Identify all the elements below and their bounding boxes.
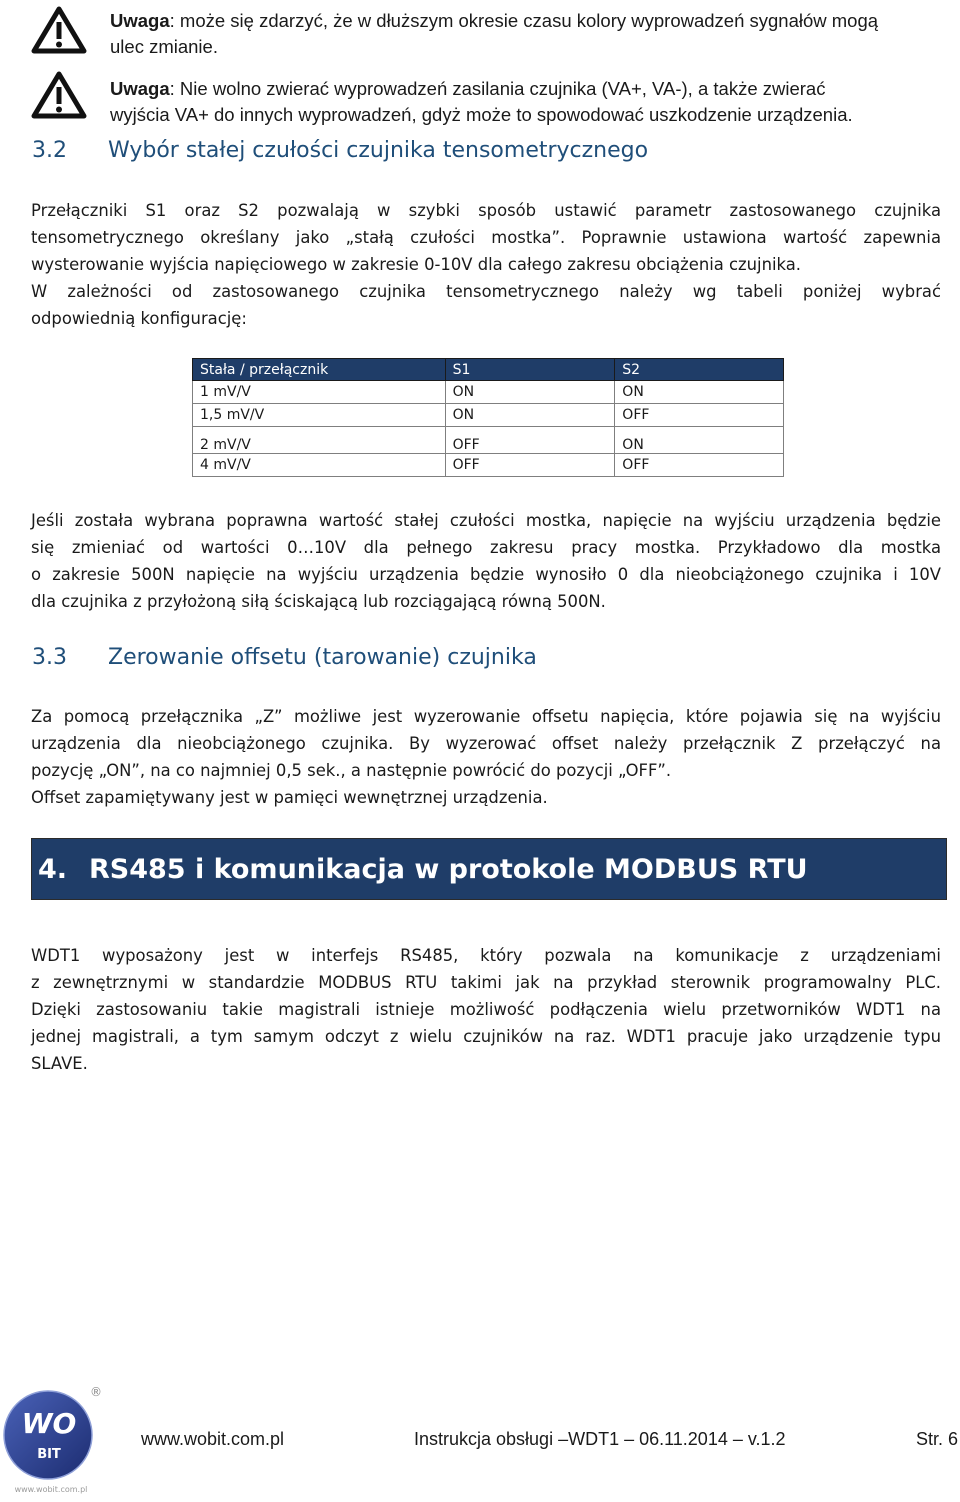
- text-line: o zakresie 500N napięcie na wyjściu urządzenia będzie wynosiło 0 dla nieobciążonego czujnika i 10V: [31, 565, 941, 584]
- section-title: Wybór stałej czułości czujnika tensometrycznego: [108, 138, 649, 163]
- text-line: pozycję „ON”, na co najmniej 0,5 sek., a następnie powrócić do pozycji „OFF”.: [31, 761, 672, 780]
- text-line: odpowiednią konfigurację:: [31, 309, 247, 328]
- table-cell: OFF: [615, 404, 784, 427]
- text-line: Za pomocą przełącznika „Z” możliwe jest wyzerowanie offsetu napięcia, które pojawia się na wyjściu: [31, 707, 941, 726]
- text-line: Dzięki zastosowaniu takie magistrali istnieje możliwość podłączenia wielu przetworników WDT1 na: [31, 1000, 941, 1019]
- section-heading-3-2: [32, 138, 648, 163]
- footer-page-number: Str. 6: [915, 1429, 958, 1449]
- table-cell: 4 mV/V: [193, 454, 446, 477]
- table-header-row: [193, 359, 784, 381]
- warning-icon: [30, 70, 88, 125]
- table-cell: ON: [445, 404, 615, 427]
- warning-text: ulec zmianie.: [110, 36, 218, 57]
- chapter-banner-4: [31, 838, 947, 900]
- text-line: WDT1 wyposażony jest w interfejs RS485, który pozwala na komunikacje z urządzeniami: [31, 946, 941, 965]
- text-line: tensometrycznego określany jako „stałą czułości mostka”. Poprawnie ustawiona wartość zapewnia: [31, 228, 941, 247]
- table-row: [193, 427, 784, 454]
- table-cell: OFF: [445, 454, 615, 477]
- paragraph-output-range: [31, 507, 941, 615]
- paragraph-rs485: [31, 942, 941, 1077]
- table-row: [193, 404, 784, 427]
- table-row: [193, 381, 784, 404]
- logo-letters: WO: [21, 1407, 77, 1440]
- section-number: 3.3: [32, 645, 67, 670]
- text-line: jednej magistrali, a tym samym odczyt z wielu czujników na raz. WDT1 pracuje jako urządzenie typu: [31, 1027, 941, 1046]
- table-row: [193, 454, 784, 477]
- wobit-logo: [2, 1385, 102, 1497]
- logo-registered: ®: [90, 1385, 102, 1399]
- table-header-cell: Stała / przełącznik: [193, 359, 446, 381]
- table-cell: 2 mV/V: [193, 427, 446, 454]
- table-cell: ON: [615, 427, 784, 454]
- table-cell: OFF: [615, 454, 784, 477]
- text-line: Przełączniki S1 oraz S2 pozwalają w szybki sposób ustawić parametr zastosowanego czujnika: [31, 201, 941, 220]
- paragraph-select-config: [31, 278, 941, 332]
- text-line: W zależności od zastosowanego czujnika tensometrycznego należy wg tabeli poniżej wybrać: [31, 282, 941, 301]
- text-line: urządzenia dla nieobciążonego czujnika. By wyzerować offset należy przełącznik Z przełączyć na: [31, 734, 941, 753]
- warning-text: wyjścia VA+ do innych wyprowadzeń, gdyż może to spowodować uszkodzenie urządzenia.: [110, 104, 853, 125]
- text-line: Jeśli została wybrana poprawna wartość stałej czułości mostka, napięcie na wyjściu urządzenia będzie: [31, 511, 941, 530]
- paragraph-offset-zeroing: [31, 703, 941, 811]
- warning-text: : Nie wolno zwierać wyprowadzeń zasilania czujnika (VA+, VA-), a także zwierać: [169, 78, 826, 99]
- warning-text: : może się zdarzyć, że w dłuższym okresie czasu kolory wyprowadzeń sygnałów mogą: [169, 10, 879, 31]
- section-number: 3.2: [32, 138, 67, 163]
- text-line: się zmieniać od wartości 0…10V dla pełnego zakresu pracy mostka. Przykładowo dla mostka: [31, 538, 941, 557]
- paragraph-switch-intro: [31, 197, 941, 278]
- logo-url: www.wobit.com.pl: [14, 1485, 88, 1494]
- table-cell: 1 mV/V: [193, 381, 446, 404]
- sensitivity-config-table: [192, 358, 784, 477]
- text-line: Offset zapamiętywany jest w pamięci wewnętrznej urządzenia.: [31, 788, 548, 807]
- table-cell: OFF: [445, 427, 615, 454]
- section-heading-3-3: [32, 645, 537, 670]
- table-header-cell: S1: [445, 359, 615, 381]
- text-line: dla czujnika z przyłożoną siłą ściskającą lub rozciągającą równą 500N.: [31, 592, 606, 611]
- warning-icon: [30, 5, 88, 60]
- warning-label: Uwaga: [110, 78, 170, 99]
- text-line: SLAVE.: [31, 1054, 88, 1073]
- logo-sub: BIT: [37, 1447, 61, 1462]
- section-title: Zerowanie offsetu (tarowanie) czujnika: [108, 645, 537, 670]
- chapter-number: 4.: [38, 854, 68, 885]
- chapter-title: RS485 i komunikacja w protokole MODBUS RTU: [89, 854, 808, 885]
- table-header-cell: S2: [615, 359, 784, 381]
- footer-doc-title: Instrukcja obsługi –WDT1 – 06.11.2014 – v.1.2: [414, 1429, 786, 1449]
- table-cell: ON: [615, 381, 784, 404]
- table-cell: ON: [445, 381, 615, 404]
- table-cell: 1,5 mV/V: [193, 404, 446, 427]
- footer-website[interactable]: www.wobit.com.pl: [141, 1429, 285, 1449]
- warning-label: Uwaga: [110, 10, 170, 31]
- text-line: wysterowanie wyjścia napięciowego w zakresie 0-10V dla całego zakresu obciążenia czujnika.: [31, 255, 801, 274]
- text-line: z zewnętrznymi w standardzie MODBUS RTU takimi jak na przykład sterownik programowalny PLC.: [31, 973, 941, 992]
